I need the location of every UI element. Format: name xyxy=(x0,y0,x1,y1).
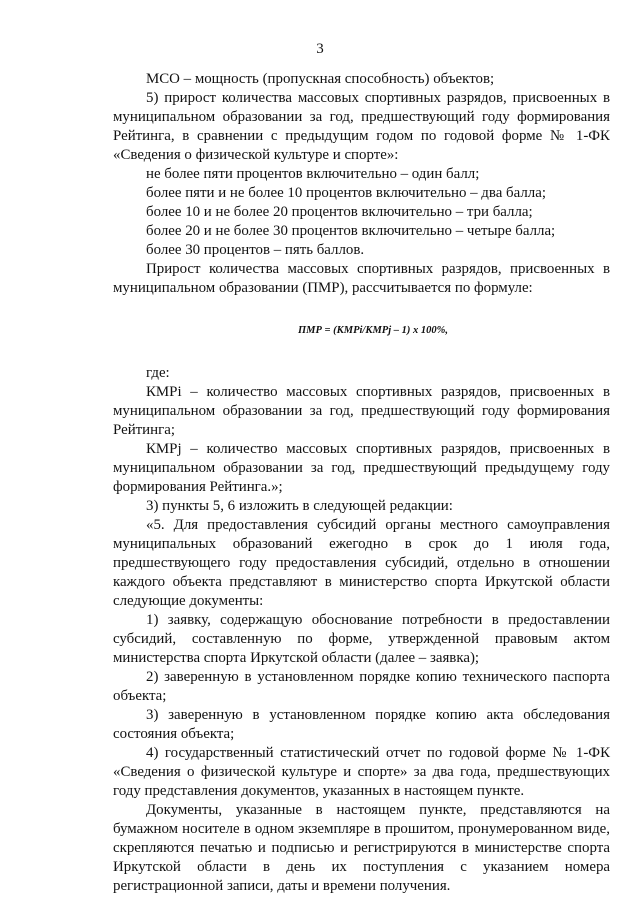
page-number: 3 xyxy=(316,41,324,57)
list-item: не более пяти процентов включительно – один балл; xyxy=(146,166,480,182)
list-item: более 20 и не более 30 процентов включительно – четыре балла; xyxy=(146,223,556,239)
paragraph: КМРj – количество массовых спортивных разрядов, присвоенных в муниципальном образовании за год, предшествующий предыдущему году формирования Рейтинга.»; xyxy=(113,441,610,495)
list-item: 4) государственный статистический отчет по годовой форме № 1-ФК «Сведения о физической культуре и спорте» за два года, предшествующих году представления документов, указанных в настоящем пункте. xyxy=(113,745,610,799)
list-item: 3) заверенную в установленном порядке копию акта обследования состояния объекта; xyxy=(113,707,610,742)
paragraph: «5. Для предоставления субсидий органы местного самоуправления муниципальных образований ежегодно в срок до 1 июля года, предшествующего году предоставления субсидий, отдельно в отношении каждого объекта представляют в министерство спорта Иркутской области следующие документы: xyxy=(113,517,610,609)
paragraph: МСО – мощность (пропускная способность) объектов; xyxy=(146,71,495,87)
paragraph: Прирост количества массовых спортивных разрядов, присвоенных в муниципальном образовании (ПМР), рассчитывается по формуле: xyxy=(113,261,610,296)
document-body xyxy=(113,70,610,896)
list-item: 2) заверенную в установленном порядке копию технического паспорта объекта; xyxy=(113,669,610,704)
list-item: более 10 и не более 20 процентов включительно – три балла; xyxy=(146,204,533,220)
paragraph: 3) пункты 5, 6 изложить в следующей редакции: xyxy=(146,498,453,514)
paragraph: Документы, указанные в настоящем пункте, представляются на бумажном носителе в одном экземпляре в прошитом, пронумерованном виде, скрепляются печатью и подписью и регистрируются в министерстве спорта Иркутской области в день их поступления с указанием номера регистрационной записи, даты и времени получения. xyxy=(113,802,610,894)
formula: ПМР = (КМРi/КМРj – 1) x 100%, xyxy=(298,325,449,336)
list-item: более 30 процентов – пять баллов. xyxy=(146,242,365,258)
paragraph: КМРi – количество массовых спортивных разрядов, присвоенных в муниципальном образовании за год, предшествующий году формирования Рейтинга; xyxy=(113,384,610,438)
paragraph: где: xyxy=(146,365,170,381)
paragraph: 5) прирост количества массовых спортивных разрядов, присвоенных в муниципальном образовании за год, предшествующий году формирования Рейтинга, в сравнении с предыдущим годом по годовой форме № 1-ФК «Сведения о физической культуре и спорте»: xyxy=(113,90,610,163)
list-item: более пяти и не более 10 процентов включительно – два балла; xyxy=(146,185,546,201)
list-item: 1) заявку, содержащую обоснование потребности в предоставлении субсидий, составленную по форме, утвержденной правовым актом министерства спорта Иркутской области (далее – заявка); xyxy=(113,612,610,666)
